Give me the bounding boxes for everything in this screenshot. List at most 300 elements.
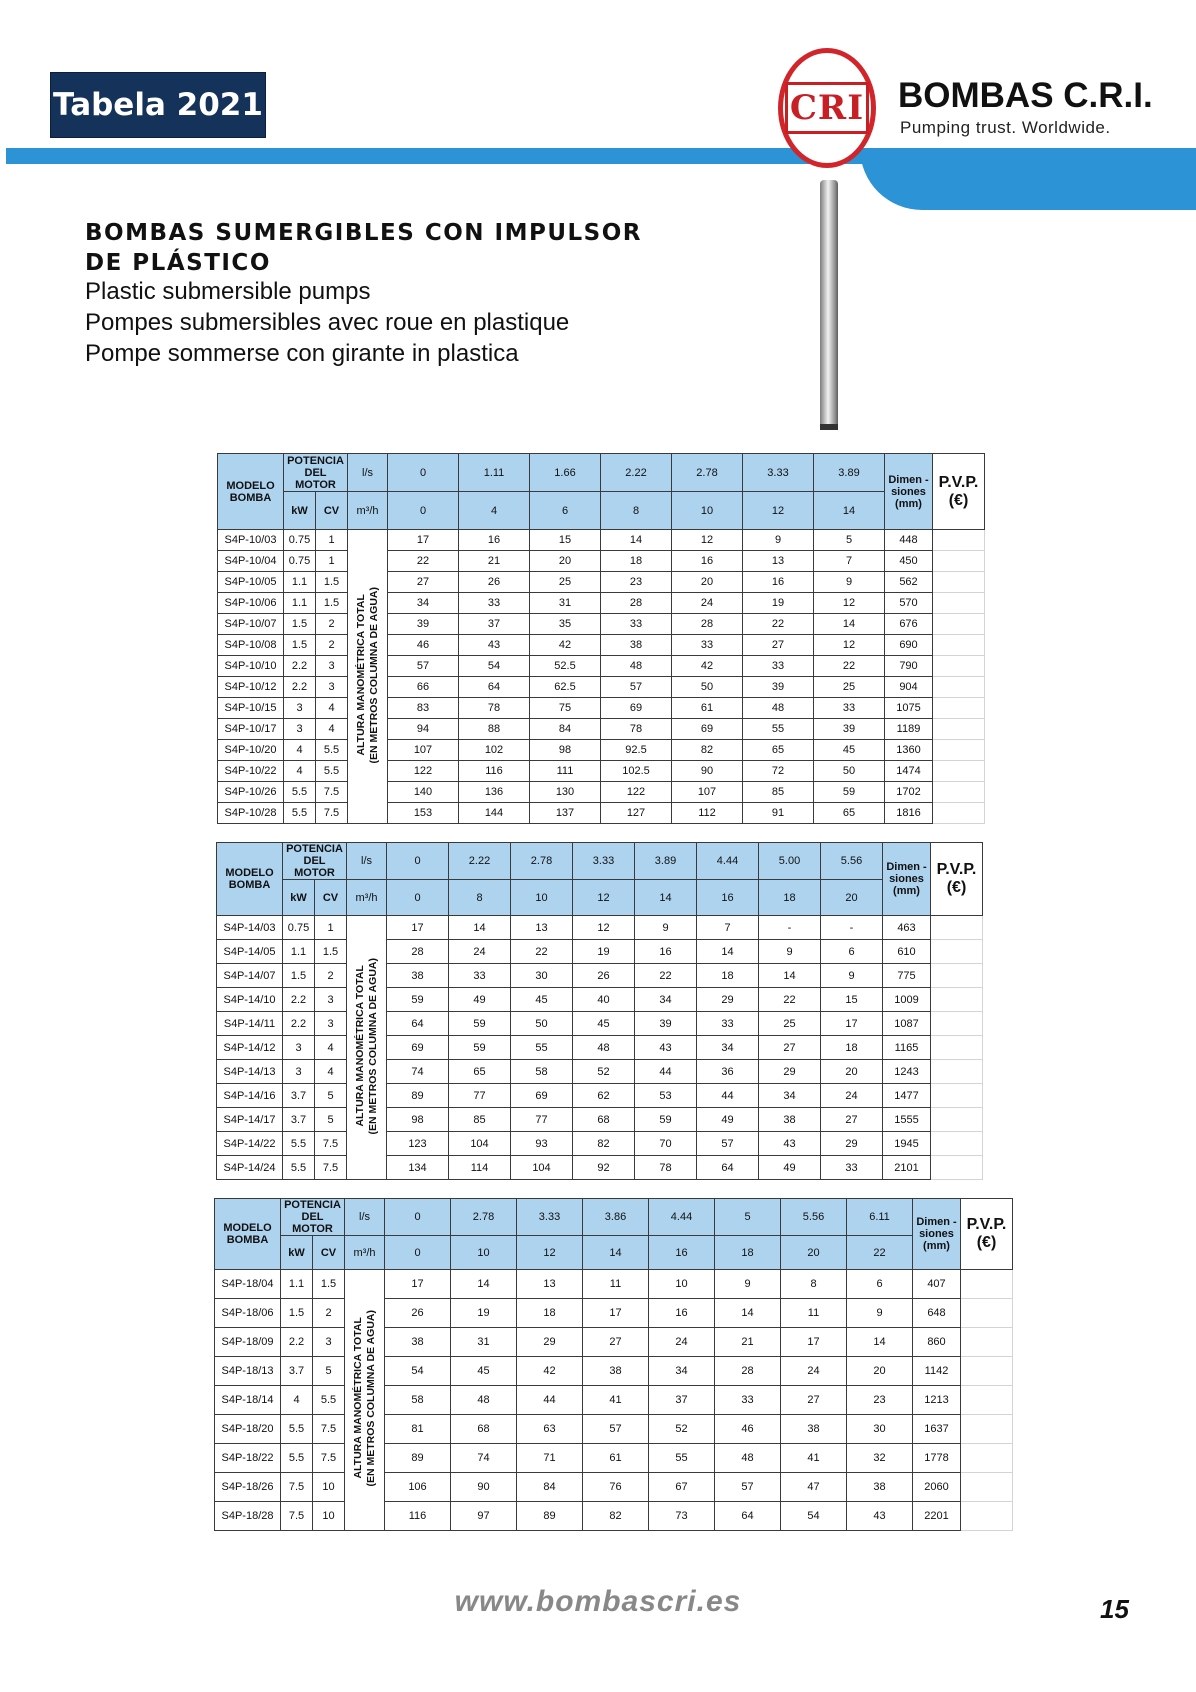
cell-cv: 5 — [315, 1084, 347, 1108]
cell-model: S4P-18/20 — [215, 1415, 281, 1444]
cell-head: 28 — [715, 1357, 781, 1386]
cell-pvp — [931, 1084, 983, 1108]
cell-head: 14 — [451, 1270, 517, 1299]
cell-head: 13 — [743, 551, 814, 572]
cell-head: 92.5 — [601, 740, 672, 761]
cell-head: 34 — [635, 988, 697, 1012]
logo-text: CRI — [785, 82, 869, 134]
cell-head: 78 — [459, 698, 530, 719]
cell-head: 7 — [814, 551, 885, 572]
cell-head: 77 — [511, 1108, 573, 1132]
cell-head: 116 — [385, 1502, 451, 1531]
cell-head: 48 — [743, 698, 814, 719]
cell-head: 55 — [649, 1444, 715, 1473]
cell-pvp — [933, 614, 985, 635]
cell-head: 55 — [511, 1036, 573, 1060]
table-row — [218, 761, 985, 782]
cell-pvp — [961, 1502, 1013, 1531]
cell-head: 89 — [387, 1084, 449, 1108]
m3h-value: 6 — [530, 492, 601, 530]
cell-model: S4P-18/28 — [215, 1502, 281, 1531]
cell-pvp — [933, 740, 985, 761]
cell-kw: 2.2 — [283, 988, 315, 1012]
cell-head: 33 — [601, 614, 672, 635]
cell-cv: 7.5 — [316, 782, 348, 803]
ls-value: 2.78 — [451, 1199, 517, 1236]
cell-head: 73 — [649, 1502, 715, 1531]
cell-head: 7 — [697, 916, 759, 940]
cell-head: 114 — [449, 1156, 511, 1180]
ls-value: 5.56 — [781, 1199, 847, 1236]
cell-head: 31 — [530, 593, 601, 614]
cell-kw: 2.2 — [284, 656, 316, 677]
table-row — [218, 656, 985, 677]
cell-model: S4P-10/17 — [218, 719, 284, 740]
cell-head: 9 — [759, 940, 821, 964]
heading-line-2: DE PLÁSTICO — [85, 250, 271, 276]
cell-head: 42 — [517, 1357, 583, 1386]
cell-head: 37 — [649, 1386, 715, 1415]
pump-image — [820, 180, 838, 430]
cell-head: 43 — [459, 635, 530, 656]
cell-head: 153 — [388, 803, 459, 824]
cell-dim: 1816 — [885, 803, 933, 824]
cell-model: S4P-14/10 — [217, 988, 283, 1012]
cell-head: 16 — [649, 1299, 715, 1328]
cell-head: 64 — [387, 1012, 449, 1036]
cell-pvp — [961, 1386, 1013, 1415]
ls-value: 5.56 — [821, 843, 883, 880]
cell-head: 69 — [672, 719, 743, 740]
ls-value: 2.78 — [511, 843, 573, 880]
cell-pvp — [931, 988, 983, 1012]
cell-head: 36 — [697, 1060, 759, 1084]
cell-head: 16 — [635, 940, 697, 964]
cell-model: S4P-10/26 — [218, 782, 284, 803]
cell-head: 22 — [743, 614, 814, 635]
cell-head: 111 — [530, 761, 601, 782]
cell-head: 46 — [388, 635, 459, 656]
cell-head: 17 — [583, 1299, 649, 1328]
cell-cv: 1.5 — [316, 593, 348, 614]
cell-head: 24 — [781, 1357, 847, 1386]
cell-head: 33 — [672, 635, 743, 656]
cell-cv: 4 — [315, 1036, 347, 1060]
cell-head: 14 — [449, 916, 511, 940]
m3h-value: 10 — [672, 492, 743, 530]
cell-pvp — [961, 1473, 1013, 1502]
cell-head: 35 — [530, 614, 601, 635]
cell-dim: 648 — [913, 1299, 961, 1328]
cell-head: 53 — [635, 1084, 697, 1108]
table-row — [215, 1328, 1013, 1357]
cell-head: 29 — [517, 1328, 583, 1357]
m3h-value: 12 — [517, 1236, 583, 1270]
cell-head: 33 — [814, 698, 885, 719]
cell-head: 102.5 — [601, 761, 672, 782]
cell-dim: 1637 — [913, 1415, 961, 1444]
pump-table-3 — [214, 1198, 1013, 1531]
col-cv: CV — [313, 1236, 345, 1270]
cell-dim: 2060 — [913, 1473, 961, 1502]
cell-head: 68 — [573, 1108, 635, 1132]
cell-head: 74 — [451, 1444, 517, 1473]
cell-head: 45 — [511, 988, 573, 1012]
cell-dim: 2101 — [883, 1156, 931, 1180]
brand-name: BOMBAS C.R.I. — [898, 76, 1153, 115]
cell-head: 38 — [759, 1108, 821, 1132]
altura-label — [347, 916, 387, 1180]
cell-model: S4P-10/06 — [218, 593, 284, 614]
cell-head: 144 — [459, 803, 530, 824]
cell-head: 29 — [821, 1132, 883, 1156]
cell-head: 16 — [459, 530, 530, 551]
cell-model: S4P-18/04 — [215, 1270, 281, 1299]
cell-head: 11 — [583, 1270, 649, 1299]
table-row — [218, 677, 985, 698]
ls-value: 5.00 — [759, 843, 821, 880]
cell-model: S4P-10/22 — [218, 761, 284, 782]
cell-cv: 1.5 — [315, 940, 347, 964]
cell-model: S4P-14/03 — [217, 916, 283, 940]
cell-head: 22 — [511, 940, 573, 964]
cell-pvp — [931, 1060, 983, 1084]
cell-pvp — [933, 572, 985, 593]
cell-head: 27 — [821, 1108, 883, 1132]
cell-kw: 1.5 — [281, 1299, 313, 1328]
cell-cv: 1 — [315, 916, 347, 940]
table-row — [215, 1357, 1013, 1386]
cell-pvp — [961, 1270, 1013, 1299]
altura-line-1: ALTURA MANOMÉTRICA TOTAL — [353, 965, 366, 1127]
cell-head: 112 — [672, 803, 743, 824]
cell-pvp — [933, 761, 985, 782]
cell-pvp — [933, 656, 985, 677]
altura-label — [348, 530, 388, 824]
cell-dim: 775 — [883, 964, 931, 988]
cell-model: S4P-14/13 — [217, 1060, 283, 1084]
cell-dim: 690 — [885, 635, 933, 656]
cell-head: 44 — [635, 1060, 697, 1084]
m3h-value: 0 — [385, 1236, 451, 1270]
cell-head: 41 — [583, 1386, 649, 1415]
cell-dim: 1477 — [883, 1084, 931, 1108]
ls-value: 5 — [715, 1199, 781, 1236]
m3h-value: 14 — [635, 880, 697, 916]
cell-head: 91 — [743, 803, 814, 824]
cell-cv: 7.5 — [315, 1132, 347, 1156]
cell-kw: 5.5 — [283, 1132, 315, 1156]
m3h-value: 8 — [449, 880, 511, 916]
cell-head: 27 — [743, 635, 814, 656]
cell-cv: 1.5 — [313, 1270, 345, 1299]
cell-head: 13 — [517, 1270, 583, 1299]
cell-head: 11 — [781, 1299, 847, 1328]
cell-head: 12 — [814, 593, 885, 614]
col-ls-label: l/s — [348, 454, 388, 492]
col-modelo: MODELO BOMBA — [215, 1199, 281, 1270]
heading-line-1: BOMBAS SUMERGIBLES CON IMPULSOR — [85, 220, 642, 246]
cell-dim: 1087 — [883, 1012, 931, 1036]
col-dimensiones: Dimen -siones (mm) — [885, 454, 933, 530]
cell-head: 127 — [601, 803, 672, 824]
cell-head: 20 — [847, 1357, 913, 1386]
cell-dim: 790 — [885, 656, 933, 677]
cell-head: 62.5 — [530, 677, 601, 698]
cell-model: S4P-18/26 — [215, 1473, 281, 1502]
cell-kw: 3.7 — [283, 1084, 315, 1108]
cell-head: 50 — [814, 761, 885, 782]
col-m3h-label: m³/h — [348, 492, 388, 530]
cell-head: 90 — [451, 1473, 517, 1502]
cell-head: 48 — [715, 1444, 781, 1473]
cell-kw: 3.7 — [283, 1108, 315, 1132]
table-row — [217, 940, 983, 964]
cell-head: 134 — [387, 1156, 449, 1180]
table-row — [218, 551, 985, 572]
cell-head: 9 — [821, 964, 883, 988]
cell-head: 57 — [697, 1132, 759, 1156]
cell-head: 25 — [530, 572, 601, 593]
ls-value: 0 — [388, 454, 459, 492]
col-potencia: POTENCIA DEL MOTOR — [281, 1199, 345, 1236]
cell-head: 38 — [387, 964, 449, 988]
cell-head: 10 — [649, 1270, 715, 1299]
ls-value: 2.22 — [601, 454, 672, 492]
ls-value: 3.86 — [583, 1199, 649, 1236]
cell-pvp — [933, 530, 985, 551]
cell-head: 23 — [601, 572, 672, 593]
cell-head: 38 — [781, 1415, 847, 1444]
m3h-value: 18 — [715, 1236, 781, 1270]
cell-head: 26 — [385, 1299, 451, 1328]
cell-dim: 562 — [885, 572, 933, 593]
cell-head: 88 — [459, 719, 530, 740]
col-cv: CV — [316, 492, 348, 530]
ls-value: 2.78 — [672, 454, 743, 492]
cell-dim: 448 — [885, 530, 933, 551]
cell-dim: 904 — [885, 677, 933, 698]
cell-cv: 5.5 — [316, 761, 348, 782]
col-ls-label: l/s — [347, 843, 387, 880]
cell-head: 38 — [601, 635, 672, 656]
brand-slogan: Pumping trust. Worldwide. — [900, 118, 1111, 137]
cell-head: 33 — [697, 1012, 759, 1036]
cell-head: 28 — [387, 940, 449, 964]
cell-dim: 676 — [885, 614, 933, 635]
cell-head: 40 — [573, 988, 635, 1012]
cri-logo — [778, 48, 876, 168]
cell-head: 104 — [449, 1132, 511, 1156]
cell-head: 52 — [573, 1060, 635, 1084]
cell-head: 104 — [511, 1156, 573, 1180]
cell-model: S4P-14/05 — [217, 940, 283, 964]
cell-head: 15 — [821, 988, 883, 1012]
cell-head: 31 — [451, 1328, 517, 1357]
cell-head: 19 — [573, 940, 635, 964]
cell-dim: 450 — [885, 551, 933, 572]
m3h-value: 20 — [821, 880, 883, 916]
cell-head: 21 — [715, 1328, 781, 1357]
m3h-value: 10 — [451, 1236, 517, 1270]
cell-model: S4P-10/08 — [218, 635, 284, 656]
table-row — [218, 803, 985, 824]
ls-value: 1.66 — [530, 454, 601, 492]
col-kw: kW — [281, 1236, 313, 1270]
cell-head: - — [821, 916, 883, 940]
cell-dim: 1945 — [883, 1132, 931, 1156]
table-row — [218, 593, 985, 614]
cell-head: 43 — [635, 1036, 697, 1060]
cell-head: 48 — [601, 656, 672, 677]
altura-line-2: (EN METROS COLUMNA DE AGUA) — [367, 586, 380, 764]
col-modelo: MODELO BOMBA — [218, 454, 284, 530]
cell-head: 20 — [530, 551, 601, 572]
cell-head: 14 — [847, 1328, 913, 1357]
cell-cv: 5.5 — [313, 1386, 345, 1415]
cell-head: 12 — [814, 635, 885, 656]
cell-head: 82 — [573, 1132, 635, 1156]
table-row — [217, 1156, 983, 1180]
cell-head: 45 — [814, 740, 885, 761]
cell-head: 17 — [781, 1328, 847, 1357]
cell-pvp — [931, 1108, 983, 1132]
cell-pvp — [961, 1328, 1013, 1357]
cell-head: 69 — [601, 698, 672, 719]
cell-head: 49 — [759, 1156, 821, 1180]
altura-label — [345, 1270, 385, 1531]
cell-head: 69 — [511, 1084, 573, 1108]
cell-kw: 3 — [283, 1036, 315, 1060]
cell-head: 97 — [451, 1502, 517, 1531]
col-m3h-label: m³/h — [347, 880, 387, 916]
ls-value: 0 — [387, 843, 449, 880]
cell-head: 93 — [511, 1132, 573, 1156]
cell-head: 39 — [814, 719, 885, 740]
m3h-value: 0 — [387, 880, 449, 916]
cell-model: S4P-10/10 — [218, 656, 284, 677]
cell-cv: 3 — [316, 677, 348, 698]
cell-head: 33 — [459, 593, 530, 614]
ls-value: 2.22 — [449, 843, 511, 880]
cell-kw: 1.1 — [284, 572, 316, 593]
cell-head: 82 — [583, 1502, 649, 1531]
cell-head: 44 — [517, 1386, 583, 1415]
cell-head: 89 — [517, 1502, 583, 1531]
cell-head: 49 — [697, 1108, 759, 1132]
m3h-value: 20 — [781, 1236, 847, 1270]
altura-line-1: ALTURA MANOMÉTRICA TOTAL — [354, 594, 367, 756]
cell-cv: 1 — [316, 530, 348, 551]
m3h-value: 22 — [847, 1236, 913, 1270]
cell-head: 14 — [715, 1299, 781, 1328]
table-row — [215, 1386, 1013, 1415]
cell-kw: 3.7 — [281, 1357, 313, 1386]
col-cv: CV — [315, 880, 347, 916]
cell-pvp — [931, 964, 983, 988]
cell-head: 33 — [449, 964, 511, 988]
cell-pvp — [931, 1012, 983, 1036]
cell-head: 5 — [814, 530, 885, 551]
cell-head: 20 — [821, 1060, 883, 1084]
cell-head: 89 — [385, 1444, 451, 1473]
m3h-value: 14 — [583, 1236, 649, 1270]
cell-head: 102 — [459, 740, 530, 761]
cell-head: 8 — [781, 1270, 847, 1299]
cell-head: 47 — [781, 1473, 847, 1502]
cell-cv: 2 — [316, 614, 348, 635]
cell-kw: 5.5 — [283, 1156, 315, 1180]
cell-head: 57 — [583, 1415, 649, 1444]
cell-head: 17 — [821, 1012, 883, 1036]
cell-head: 85 — [743, 782, 814, 803]
m3h-value: 8 — [601, 492, 672, 530]
ls-value: 0 — [385, 1199, 451, 1236]
cell-head: 90 — [672, 761, 743, 782]
cell-dim: 1165 — [883, 1036, 931, 1060]
cell-dim: 1243 — [883, 1060, 931, 1084]
cell-model: S4P-14/11 — [217, 1012, 283, 1036]
cell-head: 62 — [573, 1084, 635, 1108]
altura-line-2: (EN METROS COLUMNA DE AGUA) — [364, 1310, 377, 1487]
cell-head: 33 — [715, 1386, 781, 1415]
col-potencia: POTENCIA DEL MOTOR — [283, 843, 347, 880]
cell-head: 92 — [573, 1156, 635, 1180]
cell-cv: 2 — [316, 635, 348, 656]
cell-dim: 1778 — [913, 1444, 961, 1473]
table-row — [217, 1084, 983, 1108]
cell-dim: 407 — [913, 1270, 961, 1299]
cell-head: - — [759, 916, 821, 940]
cell-head: 54 — [459, 656, 530, 677]
cell-kw: 1.1 — [284, 593, 316, 614]
cell-kw: 1.5 — [284, 614, 316, 635]
cell-head: 27 — [781, 1386, 847, 1415]
cell-kw: 1.1 — [283, 940, 315, 964]
table-row — [218, 740, 985, 761]
cell-head: 59 — [635, 1108, 697, 1132]
cell-head: 34 — [388, 593, 459, 614]
col-pvp: P.V.P. (€) — [933, 454, 985, 530]
cell-head: 77 — [449, 1084, 511, 1108]
cell-head: 61 — [583, 1444, 649, 1473]
cell-pvp — [933, 719, 985, 740]
cell-cv: 3 — [315, 1012, 347, 1036]
cell-head: 42 — [530, 635, 601, 656]
m3h-value: 16 — [697, 880, 759, 916]
cell-head: 15 — [530, 530, 601, 551]
cell-head: 59 — [449, 1012, 511, 1036]
cell-cv: 5 — [313, 1357, 345, 1386]
col-kw: kW — [284, 492, 316, 530]
cell-head: 130 — [530, 782, 601, 803]
table-row — [217, 1108, 983, 1132]
cell-model: S4P-14/22 — [217, 1132, 283, 1156]
cell-head: 71 — [517, 1444, 583, 1473]
m3h-value: 10 — [511, 880, 573, 916]
cell-head: 14 — [759, 964, 821, 988]
cell-head: 107 — [672, 782, 743, 803]
cell-pvp — [933, 635, 985, 656]
cell-pvp — [933, 677, 985, 698]
cell-kw: 3 — [284, 719, 316, 740]
cell-head: 81 — [385, 1415, 451, 1444]
cell-model: S4P-10/04 — [218, 551, 284, 572]
table-row — [217, 1132, 983, 1156]
cell-head: 39 — [743, 677, 814, 698]
cell-head: 23 — [847, 1386, 913, 1415]
cell-head: 43 — [759, 1132, 821, 1156]
